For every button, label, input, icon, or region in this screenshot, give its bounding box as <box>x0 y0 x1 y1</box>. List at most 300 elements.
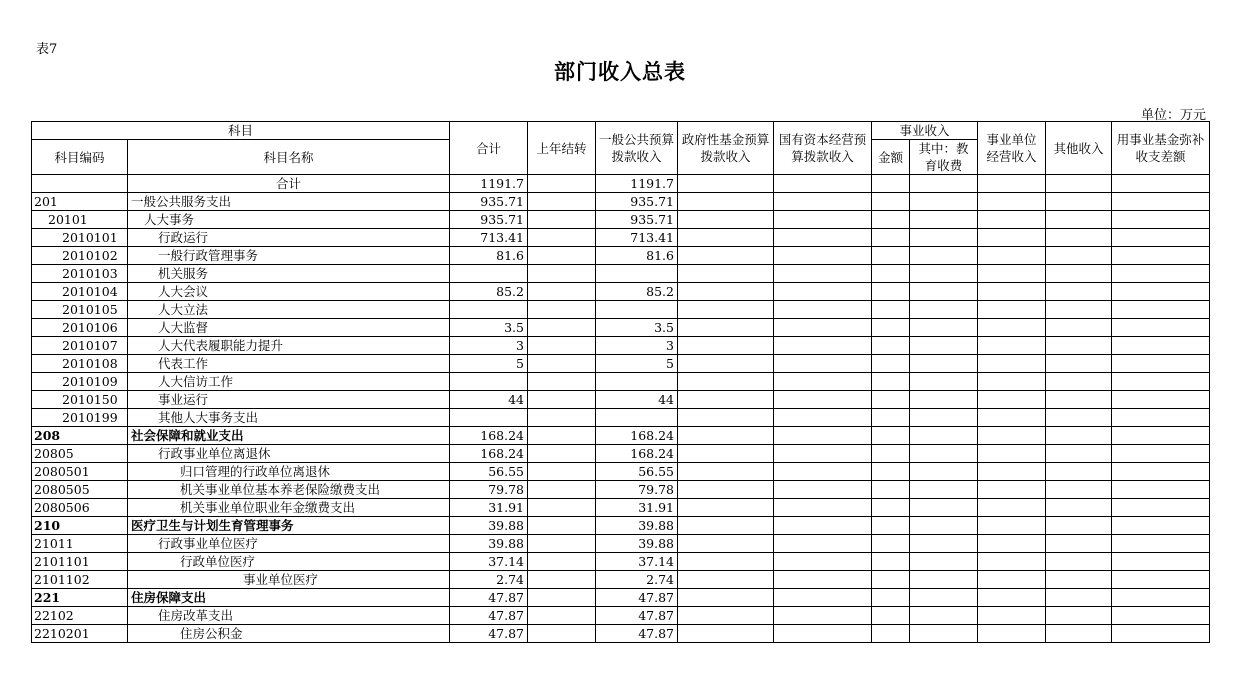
carryover-cell <box>528 301 596 319</box>
empty-cell <box>978 229 1046 247</box>
carryover-cell <box>528 445 596 463</box>
empty-cell <box>774 481 872 499</box>
total-cell: 79.78 <box>450 481 528 499</box>
general-budget-cell <box>596 409 678 427</box>
empty-cell <box>978 571 1046 589</box>
carryover-cell <box>528 589 596 607</box>
empty-cell <box>678 337 774 355</box>
table-row <box>32 391 1210 409</box>
name-cell: 社会保障和就业支出 <box>128 427 450 445</box>
carryover-cell <box>528 319 596 337</box>
empty-cell <box>774 409 872 427</box>
general-budget-cell: 56.55 <box>596 463 678 481</box>
code-cell: 2010105 <box>32 301 128 319</box>
header-general-budget: 一般公共预算拨款收入 <box>596 122 678 175</box>
empty-cell <box>978 247 1046 265</box>
empty-cell <box>978 427 1046 445</box>
table-row <box>32 319 1210 337</box>
empty-cell <box>1112 373 1210 391</box>
empty-cell <box>774 283 872 301</box>
empty-cell <box>774 265 872 283</box>
total-cell: 5 <box>450 355 528 373</box>
empty-cell <box>1112 319 1210 337</box>
name-cell: 人大代表履职能力提升 <box>128 337 450 355</box>
empty-cell <box>1112 247 1210 265</box>
empty-cell <box>872 211 910 229</box>
total-cell: 47.87 <box>450 589 528 607</box>
table-row <box>32 499 1210 517</box>
code-cell: 2101101 <box>32 553 128 571</box>
table-row <box>32 265 1210 283</box>
empty-cell <box>1112 535 1210 553</box>
empty-cell <box>774 553 872 571</box>
empty-cell <box>910 427 978 445</box>
general-budget-cell: 1191.7 <box>596 175 678 193</box>
empty-cell <box>872 193 910 211</box>
header-state-capital: 国有资本经营预算拨款收入 <box>774 122 872 175</box>
total-cell: 85.2 <box>450 283 528 301</box>
empty-cell <box>1046 409 1112 427</box>
table-row <box>32 445 1210 463</box>
code-cell: 2210201 <box>32 625 128 643</box>
empty-cell <box>910 625 978 643</box>
empty-cell <box>1046 589 1112 607</box>
code-cell: 2010104 <box>32 283 128 301</box>
empty-cell <box>910 571 978 589</box>
empty-cell <box>1112 355 1210 373</box>
general-budget-cell: 168.24 <box>596 427 678 445</box>
code-cell: 20805 <box>32 445 128 463</box>
general-budget-cell: 81.6 <box>596 247 678 265</box>
carryover-cell <box>528 175 596 193</box>
table-row <box>32 175 1210 193</box>
table-row <box>32 427 1210 445</box>
empty-cell <box>774 193 872 211</box>
empty-cell <box>774 373 872 391</box>
carryover-cell <box>528 193 596 211</box>
total-cell: 168.24 <box>450 427 528 445</box>
table-row <box>32 337 1210 355</box>
empty-cell <box>678 391 774 409</box>
empty-cell <box>1112 391 1210 409</box>
empty-cell <box>872 337 910 355</box>
name-cell: 行政单位医疗 <box>128 553 450 571</box>
empty-cell <box>872 409 910 427</box>
empty-cell <box>872 445 910 463</box>
empty-cell <box>1112 445 1210 463</box>
empty-cell <box>872 319 910 337</box>
general-budget-cell: 85.2 <box>596 283 678 301</box>
general-budget-cell: 47.87 <box>596 607 678 625</box>
empty-cell <box>978 589 1046 607</box>
table-row <box>32 211 1210 229</box>
code-cell: 2010102 <box>32 247 128 265</box>
general-budget-cell: 935.71 <box>596 193 678 211</box>
empty-cell <box>1046 517 1112 535</box>
empty-cell <box>774 427 872 445</box>
empty-cell <box>978 409 1046 427</box>
empty-cell <box>1046 175 1112 193</box>
empty-cell <box>978 463 1046 481</box>
empty-cell <box>1112 409 1210 427</box>
empty-cell <box>678 535 774 553</box>
general-budget-cell: 47.87 <box>596 589 678 607</box>
empty-cell <box>978 193 1046 211</box>
empty-cell <box>978 481 1046 499</box>
carryover-cell <box>528 499 596 517</box>
empty-cell <box>872 535 910 553</box>
general-budget-cell: 3.5 <box>596 319 678 337</box>
carryover-cell <box>528 625 596 643</box>
empty-cell <box>1046 193 1112 211</box>
general-budget-cell: 935.71 <box>596 211 678 229</box>
empty-cell <box>678 229 774 247</box>
empty-cell <box>978 283 1046 301</box>
empty-cell <box>978 175 1046 193</box>
empty-cell <box>678 193 774 211</box>
table-row <box>32 553 1210 571</box>
empty-cell <box>774 337 872 355</box>
empty-cell <box>1046 211 1112 229</box>
empty-cell <box>978 373 1046 391</box>
code-cell: 221 <box>32 589 128 607</box>
name-cell: 机关服务 <box>128 265 450 283</box>
total-cell <box>450 301 528 319</box>
code-cell: 2080506 <box>32 499 128 517</box>
name-cell: 事业单位医疗 <box>128 571 450 589</box>
carryover-cell <box>528 247 596 265</box>
general-budget-cell: 168.24 <box>596 445 678 463</box>
income-summary-table <box>31 121 1210 643</box>
empty-cell <box>1046 283 1112 301</box>
code-cell: 208 <box>32 427 128 445</box>
empty-cell <box>910 319 978 337</box>
empty-cell <box>774 319 872 337</box>
empty-cell <box>1112 175 1210 193</box>
empty-cell <box>872 607 910 625</box>
carryover-cell <box>528 229 596 247</box>
empty-cell <box>678 319 774 337</box>
empty-cell <box>872 301 910 319</box>
empty-cell <box>678 301 774 319</box>
total-cell: 39.88 <box>450 535 528 553</box>
header-carryover: 上年结转 <box>528 122 596 175</box>
empty-cell <box>678 265 774 283</box>
total-cell <box>450 265 528 283</box>
empty-cell <box>678 373 774 391</box>
empty-cell <box>1112 481 1210 499</box>
empty-cell <box>910 517 978 535</box>
name-cell: 人大监督 <box>128 319 450 337</box>
empty-cell <box>774 247 872 265</box>
empty-cell <box>678 499 774 517</box>
empty-cell <box>872 589 910 607</box>
carryover-cell <box>528 211 596 229</box>
empty-cell <box>1112 553 1210 571</box>
carryover-cell <box>528 607 596 625</box>
table-row <box>32 409 1210 427</box>
empty-cell <box>978 211 1046 229</box>
header-name: 科目名称 <box>128 140 450 175</box>
empty-cell <box>872 463 910 481</box>
empty-cell <box>978 265 1046 283</box>
name-cell: 人大立法 <box>128 301 450 319</box>
general-budget-cell: 79.78 <box>596 481 678 499</box>
empty-cell <box>1046 373 1112 391</box>
empty-cell <box>910 409 978 427</box>
empty-cell <box>774 499 872 517</box>
empty-cell <box>910 463 978 481</box>
header-operating-income: 事业单位经营收入 <box>978 122 1046 175</box>
empty-cell <box>774 229 872 247</box>
name-cell: 人大事务 <box>128 211 450 229</box>
empty-cell <box>1046 481 1112 499</box>
header-fund-offset: 用事业基金弥补收支差额 <box>1112 122 1210 175</box>
empty-cell <box>774 175 872 193</box>
empty-cell <box>774 517 872 535</box>
name-cell: 住房保障支出 <box>128 589 450 607</box>
empty-cell <box>978 391 1046 409</box>
empty-cell <box>678 463 774 481</box>
unit-label: 单位：万元 <box>1140 108 1206 123</box>
code-cell: 201 <box>32 193 128 211</box>
empty-cell <box>678 355 774 373</box>
empty-cell <box>774 211 872 229</box>
name-cell: 行政事业单位医疗 <box>128 535 450 553</box>
empty-cell <box>910 553 978 571</box>
empty-cell <box>978 499 1046 517</box>
name-cell: 机关事业单位职业年金缴费支出 <box>128 499 450 517</box>
empty-cell <box>1046 319 1112 337</box>
empty-cell <box>678 211 774 229</box>
general-budget-cell: 37.14 <box>596 553 678 571</box>
empty-cell <box>1112 211 1210 229</box>
empty-cell <box>1046 535 1112 553</box>
empty-cell <box>678 409 774 427</box>
empty-cell <box>1112 463 1210 481</box>
empty-cell <box>774 301 872 319</box>
empty-cell <box>1112 301 1210 319</box>
general-budget-cell <box>596 265 678 283</box>
empty-cell <box>978 553 1046 571</box>
general-budget-cell: 3 <box>596 337 678 355</box>
empty-cell <box>978 319 1046 337</box>
empty-cell <box>872 391 910 409</box>
empty-cell <box>910 211 978 229</box>
table-row <box>32 283 1210 301</box>
empty-cell <box>678 481 774 499</box>
empty-cell <box>910 535 978 553</box>
table-row <box>32 625 1210 643</box>
total-cell: 81.6 <box>450 247 528 265</box>
name-cell: 事业运行 <box>128 391 450 409</box>
total-cell: 3 <box>450 337 528 355</box>
header-edu-fee: 其中：教育收费 <box>910 140 978 175</box>
table-row <box>32 355 1210 373</box>
code-cell: 2080505 <box>32 481 128 499</box>
empty-cell <box>1046 571 1112 589</box>
carryover-cell <box>528 571 596 589</box>
total-cell: 935.71 <box>450 211 528 229</box>
empty-cell <box>910 265 978 283</box>
header-other-income: 其他收入 <box>1046 122 1112 175</box>
empty-cell <box>978 535 1046 553</box>
empty-cell <box>1046 301 1112 319</box>
empty-cell <box>910 391 978 409</box>
name-cell: 住房公积金 <box>128 625 450 643</box>
empty-cell <box>678 175 774 193</box>
empty-cell <box>872 517 910 535</box>
page-title: 部门收入总表 <box>554 60 686 84</box>
empty-cell <box>774 391 872 409</box>
empty-cell <box>774 571 872 589</box>
total-cell: 31.91 <box>450 499 528 517</box>
empty-cell <box>978 607 1046 625</box>
general-budget-cell: 2.74 <box>596 571 678 589</box>
table-row <box>32 481 1210 499</box>
total-cell: 44 <box>450 391 528 409</box>
carryover-cell <box>528 265 596 283</box>
name-cell: 一般公共服务支出 <box>128 193 450 211</box>
empty-cell <box>872 247 910 265</box>
table-row <box>32 373 1210 391</box>
empty-cell <box>910 337 978 355</box>
header-amount: 金额 <box>872 140 910 175</box>
total-cell: 37.14 <box>450 553 528 571</box>
table-body <box>32 175 1210 643</box>
empty-cell <box>1046 625 1112 643</box>
header-code: 科目编码 <box>32 140 128 175</box>
total-cell: 3.5 <box>450 319 528 337</box>
empty-cell <box>678 553 774 571</box>
total-cell: 47.87 <box>450 607 528 625</box>
name-cell: 医疗卫生与计划生育管理事务 <box>128 517 450 535</box>
empty-cell <box>910 175 978 193</box>
table-row <box>32 247 1210 265</box>
code-cell: 2010150 <box>32 391 128 409</box>
empty-cell <box>1112 427 1210 445</box>
total-cell: 168.24 <box>450 445 528 463</box>
name-cell: 人大信访工作 <box>128 373 450 391</box>
header-total: 合计 <box>450 122 528 175</box>
empty-cell <box>1112 337 1210 355</box>
code-cell <box>32 175 128 193</box>
empty-cell <box>678 445 774 463</box>
carryover-cell <box>528 283 596 301</box>
general-budget-cell: 39.88 <box>596 517 678 535</box>
general-budget-cell: 713.41 <box>596 229 678 247</box>
code-cell: 2010107 <box>32 337 128 355</box>
general-budget-cell: 44 <box>596 391 678 409</box>
header-gov-fund: 政府性基金预算拨款收入 <box>678 122 774 175</box>
total-cell <box>450 373 528 391</box>
carryover-cell <box>528 337 596 355</box>
code-cell: 21011 <box>32 535 128 553</box>
empty-cell <box>978 445 1046 463</box>
empty-cell <box>1112 571 1210 589</box>
code-cell: 2010199 <box>32 409 128 427</box>
header-subject: 科目 <box>32 122 450 140</box>
code-cell: 2010109 <box>32 373 128 391</box>
empty-cell <box>910 301 978 319</box>
empty-cell <box>1112 265 1210 283</box>
carryover-cell <box>528 463 596 481</box>
empty-cell <box>1112 625 1210 643</box>
table-number-label: 表7 <box>36 42 58 57</box>
empty-cell <box>678 607 774 625</box>
empty-cell <box>872 373 910 391</box>
empty-cell <box>910 445 978 463</box>
empty-cell <box>1112 607 1210 625</box>
empty-cell <box>872 283 910 301</box>
empty-cell <box>1112 229 1210 247</box>
code-cell: 2010108 <box>32 355 128 373</box>
total-cell <box>450 409 528 427</box>
empty-cell <box>978 625 1046 643</box>
empty-cell <box>774 463 872 481</box>
empty-cell <box>678 589 774 607</box>
name-cell: 一般行政管理事务 <box>128 247 450 265</box>
carryover-cell <box>528 391 596 409</box>
empty-cell <box>774 625 872 643</box>
empty-cell <box>910 229 978 247</box>
general-budget-cell: 39.88 <box>596 535 678 553</box>
carryover-cell <box>528 427 596 445</box>
name-cell: 行政事业单位离退休 <box>128 445 450 463</box>
total-cell: 56.55 <box>450 463 528 481</box>
empty-cell <box>1046 607 1112 625</box>
code-cell: 2010101 <box>32 229 128 247</box>
empty-cell <box>774 535 872 553</box>
table-row <box>32 607 1210 625</box>
empty-cell <box>872 553 910 571</box>
empty-cell <box>978 517 1046 535</box>
empty-cell <box>910 355 978 373</box>
total-cell: 935.71 <box>450 193 528 211</box>
table-row <box>32 589 1210 607</box>
code-cell: 210 <box>32 517 128 535</box>
empty-cell <box>910 589 978 607</box>
header-business-income: 事业收入 <box>872 122 978 140</box>
carryover-cell <box>528 481 596 499</box>
empty-cell <box>872 427 910 445</box>
empty-cell <box>1112 499 1210 517</box>
empty-cell <box>1046 355 1112 373</box>
empty-cell <box>910 373 978 391</box>
name-cell: 归口管理的行政单位离退休 <box>128 463 450 481</box>
code-cell: 2010103 <box>32 265 128 283</box>
empty-cell <box>678 427 774 445</box>
code-cell: 2080501 <box>32 463 128 481</box>
empty-cell <box>1112 589 1210 607</box>
code-cell: 20101 <box>32 211 128 229</box>
empty-cell <box>910 481 978 499</box>
empty-cell <box>1046 499 1112 517</box>
empty-cell <box>1046 553 1112 571</box>
empty-cell <box>910 247 978 265</box>
general-budget-cell <box>596 301 678 319</box>
carryover-cell <box>528 355 596 373</box>
empty-cell <box>1046 265 1112 283</box>
empty-cell <box>872 265 910 283</box>
empty-cell <box>872 481 910 499</box>
total-cell: 39.88 <box>450 517 528 535</box>
carryover-cell <box>528 517 596 535</box>
empty-cell <box>910 607 978 625</box>
empty-cell <box>774 607 872 625</box>
empty-cell <box>1046 229 1112 247</box>
code-cell: 22102 <box>32 607 128 625</box>
